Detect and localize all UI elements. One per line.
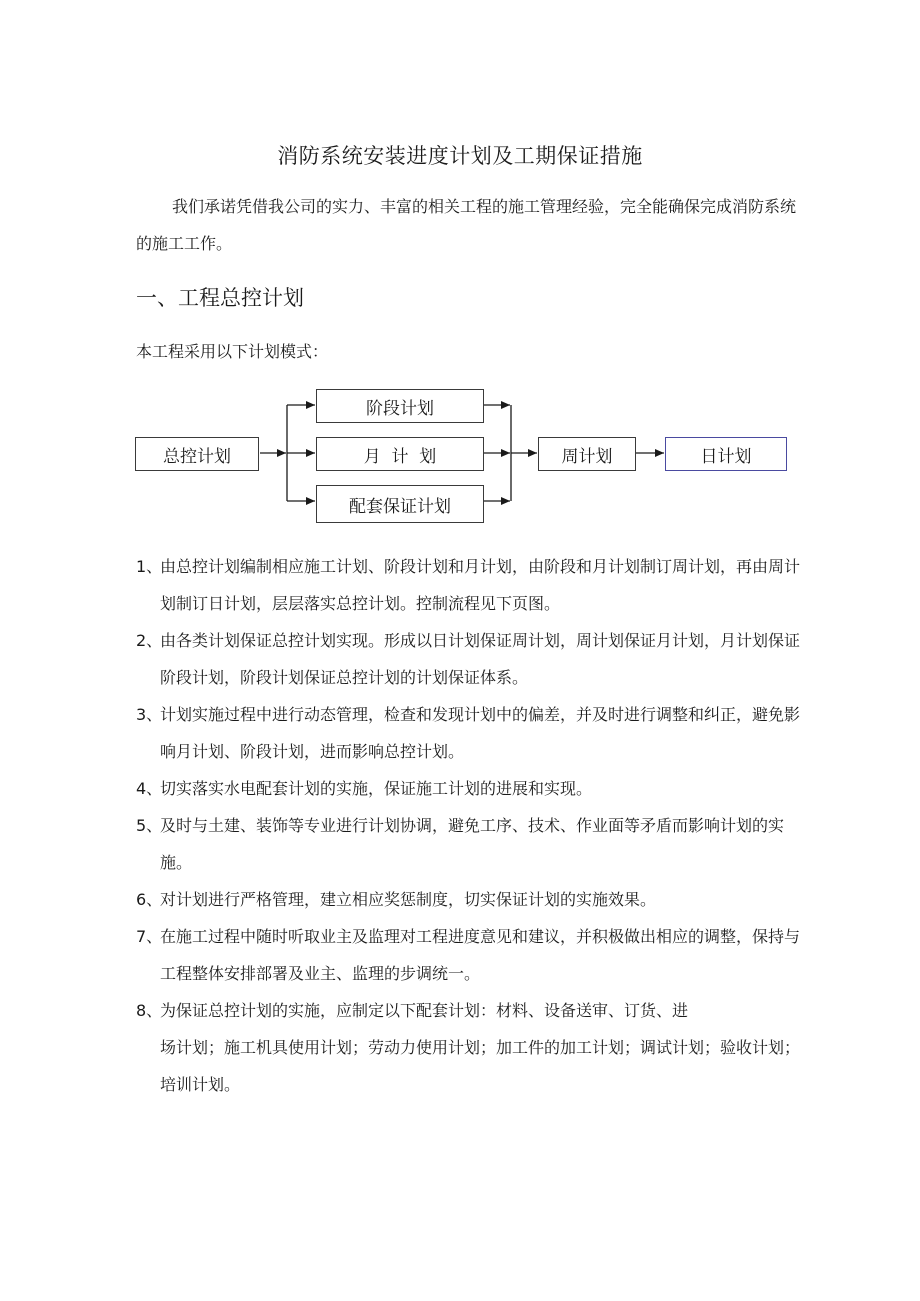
list-item-number: 8、	[136, 1001, 163, 1020]
list-item	[136, 918, 802, 992]
list-item-number: 2、	[136, 631, 163, 650]
node-support-plan	[316, 485, 484, 523]
node-support-label: 配套保证计划	[349, 496, 451, 517]
node-monthly-plan	[316, 437, 484, 471]
measures-list	[136, 548, 802, 1103]
node-phase-plan	[316, 389, 484, 423]
list-item-number: 7、	[136, 927, 163, 946]
node-monthly-label: 月 计 划	[363, 446, 437, 467]
list-item	[136, 807, 802, 881]
list-item-text: 对计划进行严格管理，建立相应奖惩制度，切实保证计划的实施效果。	[160, 890, 657, 909]
plan-flowchart	[120, 380, 810, 540]
list-item-text: 由总控计划编制相应施工计划、阶段计划和月计划，由阶段和月计划制订周计划，再由周计划制订日计划，层层落实总控计划。控制流程见下页图。	[160, 557, 801, 613]
document-title: 消防系统安装进度计划及工期保证措施	[277, 144, 643, 168]
list-item-number: 1、	[136, 557, 163, 576]
list-item	[136, 622, 802, 696]
section-heading: 一、工程总控计划	[136, 286, 304, 310]
intro-paragraph: 我们承诺凭借我公司的实力、丰富的相关工程的施工管理经验，完全能确保完成消防系统的施工工作。	[136, 197, 797, 253]
list-item-number: 5、	[136, 816, 163, 835]
node-daily-plan	[665, 437, 787, 471]
list-item-text-line1: 为保证总控计划的实施，应制定以下配套计划：材料、设备送审、订货、进	[160, 1001, 689, 1020]
list-item	[136, 881, 802, 918]
list-item	[136, 992, 802, 1103]
list-item-text: 计划实施过程中进行动态管理，检查和发现计划中的偏差，并及时进行调整和纠正，避免影响月计划、阶段计划，进而影响总控计划。	[160, 705, 801, 761]
node-weekly-plan	[538, 437, 636, 471]
node-master-plan	[135, 437, 259, 471]
list-item-text: 切实落实水电配套计划的实施，保证施工计划的进展和实现。	[160, 779, 593, 798]
list-item-text: 由各类计划保证总控计划实现。形成以日计划保证周计划，周计划保证月计划，月计划保证阶段计划，阶段计划保证总控计划的计划保证体系。	[160, 631, 801, 687]
list-item-number: 6、	[136, 890, 163, 909]
section-lead: 本工程采用以下计划模式：	[136, 342, 329, 361]
list-item	[136, 770, 802, 807]
list-item	[136, 548, 802, 622]
node-daily-label: 日计划	[700, 446, 752, 467]
list-item-text: 在施工过程中随时听取业主及监理对工程进度意见和建议，并积极做出相应的调整，保持与工程整体安排部署及业主、监理的步调统一。	[160, 927, 801, 983]
list-item	[136, 696, 802, 770]
list-item-text-line2: 场计划；施工机具使用计划；劳动力使用计划；加工件的加工计划；调试计划；验收计划；培训计划。	[160, 1038, 801, 1094]
node-phase-label: 阶段计划	[366, 398, 434, 419]
list-item-text: 及时与土建、装饰等专业进行计划协调，避免工序、技术、作业面等矛盾而影响计划的实施。	[160, 816, 785, 872]
node-weekly-label: 周计划	[561, 446, 613, 467]
list-item-number: 4、	[136, 779, 163, 798]
list-item-number: 3、	[136, 705, 163, 724]
node-master-label: 总控计划	[163, 446, 231, 467]
